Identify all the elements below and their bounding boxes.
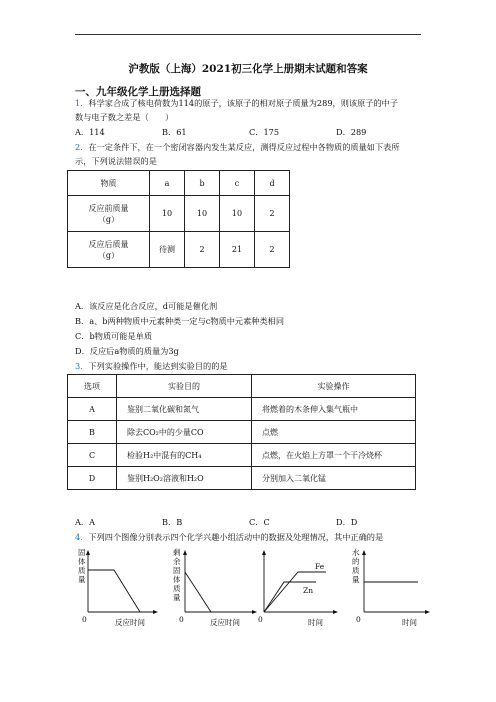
graph-4-ylabel: 水的质量: [352, 548, 360, 584]
q2-table-header-cell: c: [220, 171, 255, 196]
x-axis-arrow: [333, 610, 338, 614]
graph-2-xlabel: 反应时间: [210, 618, 240, 627]
table-cell: 鉴别H₂O₂溶液和H₂O: [117, 467, 252, 490]
q4-number: 4．: [75, 532, 89, 542]
table-cell: 点燃，在火焰上方罩一个干冷烧杯: [252, 444, 416, 467]
q3-table-header-cell: 实验操作: [252, 375, 416, 398]
q2-stem-line1: 2．在一定条件下，在一个密闭容器内发生某反应，测得反应过程中各物质的质量如下表所: [75, 142, 400, 152]
graph-4: [350, 548, 440, 637]
table-cell: 分别加入二氧化锰: [252, 467, 416, 490]
graph-3: [258, 548, 358, 637]
q2-table-header-cell: 物质: [68, 171, 150, 196]
y-axis-arrow: [262, 550, 266, 555]
graph-2-ylabel: 剩余固体质量: [173, 548, 181, 602]
y-axis-arrow: [183, 550, 187, 555]
q1-stem-line1: 1．科学家合成了核电荷数为114的原子，该原子的相对原子质量为289，则该原子的中子: [75, 98, 399, 108]
q2-table-header-cell: a: [150, 171, 185, 196]
graph-1: [70, 548, 170, 637]
q2-table-header-cell: d: [255, 171, 290, 196]
graph-2-curve: [185, 572, 211, 612]
graph-3-origin: 0: [258, 615, 263, 624]
q2-table-header-cell: b: [185, 171, 220, 196]
x-axis-arrow: [425, 610, 430, 614]
graph-1-curve: [88, 570, 140, 612]
y-axis-arrow: [362, 550, 366, 555]
q1-option-d: D．289: [336, 127, 367, 137]
table-cell: 鉴别二氧化碳和氮气: [117, 398, 252, 421]
q3-table-header-cell: 选项: [68, 375, 117, 398]
graph-1-xlabel: 反应时间: [115, 618, 145, 627]
table-cell: 2: [255, 196, 290, 232]
table-cell: 10: [185, 196, 220, 232]
table-cell: 10: [220, 196, 255, 232]
q2-row-label: 反应后质量 （g）: [68, 232, 150, 268]
q2-option-a: A．该反应是化合反应，d可能是催化剂: [75, 301, 218, 311]
graph-3-series-zn: Zn: [303, 586, 314, 595]
q2-table: [67, 170, 290, 268]
q2-table-header-row: [68, 171, 290, 196]
graph-2-origin: 0: [179, 615, 184, 624]
header-rule: [75, 34, 421, 35]
table-cell: 10: [150, 196, 185, 232]
table-row: [68, 444, 416, 467]
q1-option-a: A．114: [75, 127, 105, 137]
graph-3-xlabel: 时间: [308, 618, 323, 627]
graph-3-series-fe: Fe: [315, 562, 325, 571]
page-title: 沪教版（上海）2021初三化学上册期末试题和答案: [128, 63, 368, 75]
q2-row-label: 反应前质量 （g）: [68, 196, 150, 232]
q3-option-a: A．A: [75, 517, 96, 527]
table-row: [68, 467, 416, 490]
table-cell: 2: [255, 232, 290, 268]
q2-option-d: D．反应后a物质的质量为3g: [75, 346, 179, 356]
q1-option-b: B．61: [162, 127, 187, 137]
table-cell: 检验H₂中混有的CH₄: [117, 444, 252, 467]
table-cell: 点燃: [252, 421, 416, 444]
table-row: [68, 421, 416, 444]
q2-stem-line2: 示，下列说法错误的是: [75, 156, 157, 166]
x-axis-arrow: [252, 610, 257, 614]
table-row: [68, 398, 416, 421]
graph-1-ylabel: 固体质量: [78, 548, 86, 584]
q1-option-c: C．175: [249, 127, 280, 137]
table-cell: D: [68, 467, 117, 490]
table-cell: B: [68, 421, 117, 444]
q3-options: [75, 516, 357, 528]
graph-2: [165, 548, 265, 637]
table-row: [68, 196, 290, 232]
q2-option-b: B．a、b两种物质中元素种类一定与c物质中元素种类相同: [75, 316, 285, 326]
graph-4-xlabel: 时间: [402, 618, 417, 627]
q1-number: 1．: [75, 98, 89, 108]
graph-4-plot: [350, 548, 440, 633]
q1-options: [75, 126, 366, 138]
table-cell: 待测: [150, 232, 185, 268]
q3-table-header-row: [68, 375, 416, 398]
q3-option-b: B．B: [162, 517, 183, 527]
q3-option-d: D．D: [336, 517, 358, 527]
table-row: [68, 232, 290, 268]
table-cell: 21: [220, 232, 255, 268]
table-cell: A: [68, 398, 117, 421]
q3-number: 3．: [75, 361, 89, 371]
q3-stem: 3．下列实验操作中，能达到实验目的的是: [75, 361, 228, 371]
q2-number: 2．: [75, 142, 89, 152]
table-cell: 将燃着的木条伸入集气瓶中: [252, 398, 416, 421]
q1-stem-line2: 数与电子数之差是（ ）: [75, 112, 174, 122]
q3-table-header-cell: 实验目的: [117, 375, 252, 398]
series-line-fe: [264, 572, 326, 612]
table-cell: 除去CO₂中的少量CO: [117, 421, 252, 444]
x-axis-arrow: [153, 610, 158, 614]
graph-4-origin: 0: [356, 615, 361, 624]
q3-option-c: C．C: [249, 517, 270, 527]
q3-table: [67, 374, 416, 490]
table-cell: C: [68, 444, 117, 467]
table-cell: 2: [185, 232, 220, 268]
section-heading: 一、九年级化学上册选择题: [75, 86, 201, 98]
graph-1-origin: 0: [82, 615, 87, 624]
q2-option-c: C．b物质可能是单质: [75, 331, 153, 341]
q4-stem: 4．下列四个图像分别表示四个化学兴趣小组活动中的数据及处理情况，其中正确的是: [75, 532, 384, 542]
